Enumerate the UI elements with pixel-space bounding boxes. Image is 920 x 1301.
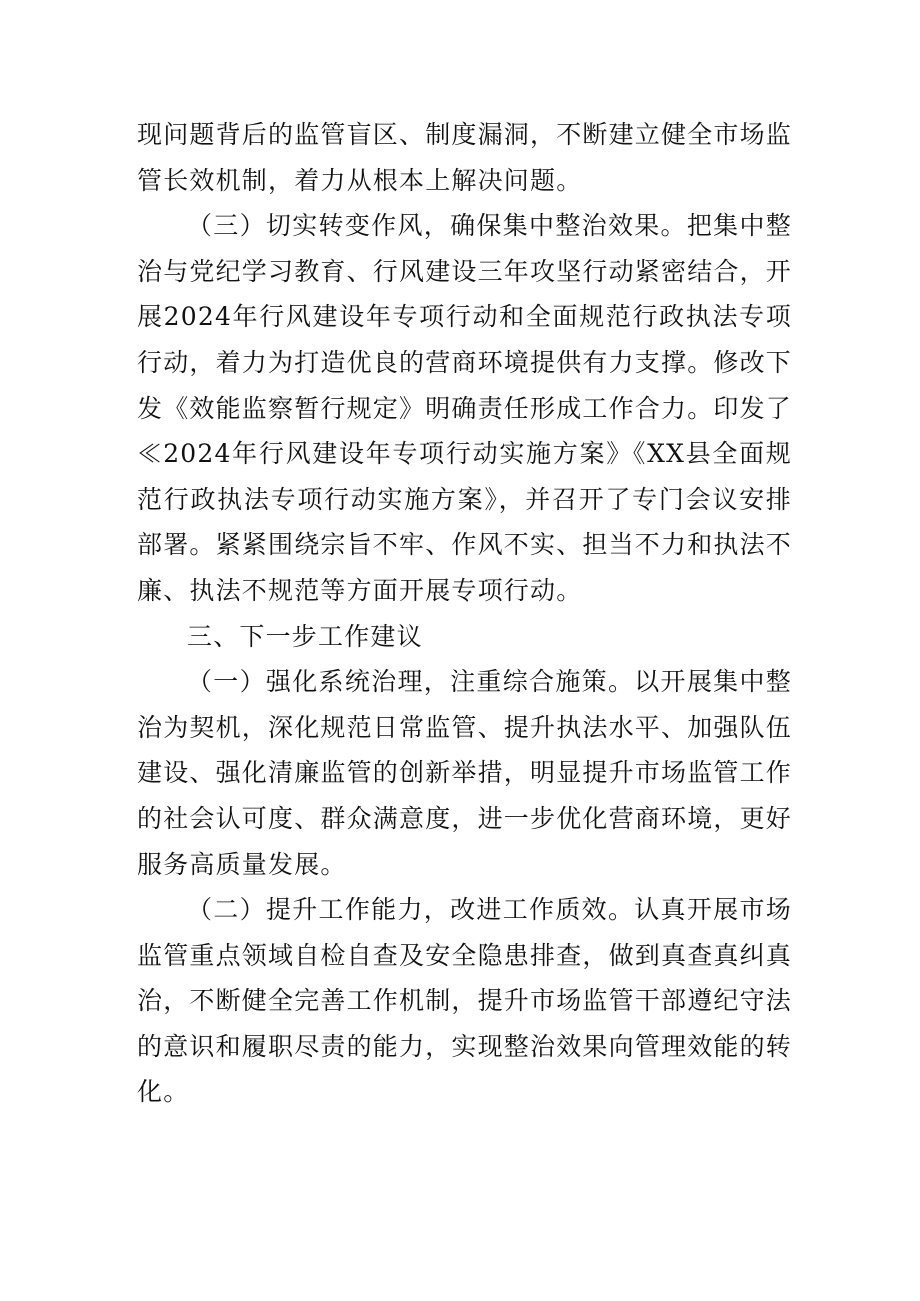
paragraph-section-3: （三）切实转变作风，确保集中整治效果。把集中整治与党纪学习教育、行风建设三年攻坚行动紧密结合，开展2024年行风建设年专项行动和全面规范行政执法专项行动，着力为打造优良的营商环境提供有力支撑。修改下发《效能监察暂行规定》明确责任形成工作合力。印发了≪2024年行风建设年专项行动实施方案》《XX县全面规范行政执法专项行动实施方案》，并召开了专门会议安排部署。紧紧围绕宗旨不牢、作风不实、担当不力和执法不廉、执法不规范等方面开展专项行动。 (137, 211, 793, 605)
paragraph-suggestion-2: （二）提升工作能力，改进工作质效。认真开展市场监管重点领域自检自查及安全隐患排查，做到真查真纠真治，不断健全完善工作机制，提升市场监管干部遵纪守法的意识和履职尽责的能力，实现整治效果向管理效能的转化。 (137, 895, 793, 1107)
paragraph-suggestion-1: （一）强化系统治理，注重综合施策。以开展集中整治为契机，深化规范日常监管、提升执法水平、加强队伍建设、强化清廉监管的创新举措，明显提升市场监管工作的社会认可度、群众满意度，进一步优化营商环境，更好服务高质量发展。 (137, 667, 793, 879)
document-body (137, 112, 792, 1115)
paragraph-continuation: 现问题背后的监管盲区、制度漏洞，不断建立健全市场监管长效机制，着力从根本上解决问题。 (137, 120, 793, 195)
section-heading-next-steps: 三、下一步工作建议 (187, 621, 423, 651)
